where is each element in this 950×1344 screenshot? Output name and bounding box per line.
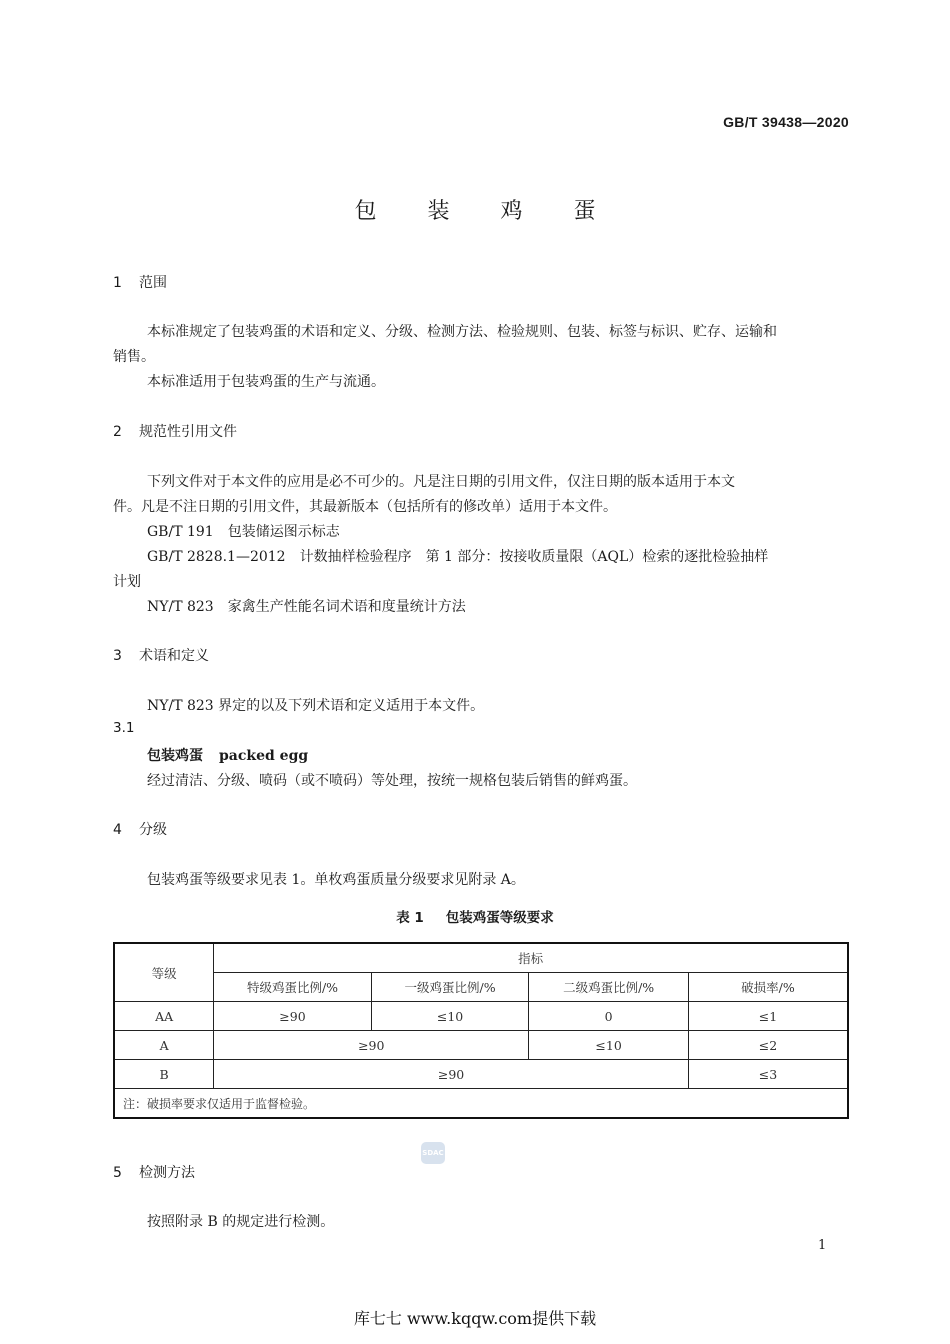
term-definition: 经过清洁、分级、喷码（或不喷码）等处理，按统一规格包装后销售的鲜鸡蛋。: [147, 773, 637, 789]
cell-value: ≥90: [214, 1031, 529, 1060]
table-number: 表 1: [396, 910, 424, 926]
standard-number: GB/T 39438—2020: [723, 114, 849, 130]
reference-item: [147, 596, 466, 616]
paragraph: 下列文件对于本文件的应用是必不可少的。凡是注日期的引用文件，仅注日期的版本适用于本文: [147, 474, 735, 490]
cell-value: 0: [529, 1002, 689, 1031]
paragraph-continuation: 销售。: [113, 349, 155, 365]
reference-continuation: 计划: [113, 574, 141, 590]
section-5-heading: [113, 1162, 195, 1182]
table-row: [114, 1060, 848, 1089]
grade-requirements-table: [113, 942, 849, 1119]
paragraph: 包装鸡蛋等级要求见表 1。单枚鸡蛋质量分级要求见附录 A。: [147, 872, 525, 888]
cell-value: ≤1: [688, 1002, 848, 1031]
header-index: 指标: [214, 943, 848, 973]
section-title: 术语和定义: [139, 648, 209, 664]
section-3-heading: [113, 645, 209, 665]
page-number: 1: [818, 1238, 827, 1253]
table-caption: [0, 906, 950, 926]
reference-item: [147, 546, 768, 566]
section-number: 2: [113, 424, 122, 440]
section-1-heading: [113, 272, 167, 292]
cell-value: ≤3: [688, 1060, 848, 1089]
section-title: 范围: [139, 275, 167, 291]
paragraph: NY/T 823 界定的以及下列术语和定义适用于本文件。: [147, 698, 485, 714]
section-title: 检测方法: [139, 1165, 195, 1181]
section-title: 分级: [139, 822, 167, 838]
term-heading: [147, 745, 308, 765]
term-chinese: 包装鸡蛋: [147, 748, 203, 764]
paragraph: 本标准规定了包装鸡蛋的术语和定义、分级、检测方法、检验规则、包装、标签与标识、贮存、运输和: [147, 324, 777, 340]
cell-value: ≥90: [214, 1002, 372, 1031]
reference-code: GB/T 2828.1—2012: [147, 549, 286, 565]
section-title: 规范性引用文件: [139, 424, 237, 440]
watermark-logo: SDAC: [421, 1142, 445, 1164]
cell-value: ≤10: [371, 1002, 529, 1031]
cell-grade: B: [114, 1060, 214, 1089]
section-number: 5: [113, 1165, 122, 1181]
table-row: [114, 1031, 848, 1060]
term-number: 3.1: [113, 720, 135, 736]
header-breakage-rate: 破损率/%: [688, 973, 848, 1002]
section-4-heading: [113, 819, 167, 839]
paragraph: 本标准适用于包装鸡蛋的生产与流通。: [147, 374, 385, 390]
cell-value: ≥90: [214, 1060, 689, 1089]
reference-title: 计数抽样检验程序 第 1 部分：按接收质量限（AQL）检索的逐批检验抽样: [299, 549, 769, 565]
document-title: 包 装 鸡 蛋: [354, 199, 618, 224]
cell-value: ≤2: [688, 1031, 848, 1060]
table-note: 注：破损率要求仅适用于监督检验。: [114, 1089, 848, 1119]
download-footer: 库七七 www.kqqw.com提供下载: [353, 1309, 597, 1328]
cell-grade: AA: [114, 1002, 214, 1031]
paragraph: 按照附录 B 的规定进行检测。: [147, 1214, 335, 1230]
term-english: packed egg: [219, 748, 309, 764]
section-2-heading: [113, 421, 237, 441]
reference-title: 包装储运图示标志: [227, 524, 340, 540]
paragraph-continuation: 件。凡是不注日期的引用文件，其最新版本（包括所有的修改单）适用于本文件。: [113, 499, 617, 515]
reference-item: [147, 521, 340, 541]
header-premium-ratio: 特级鸡蛋比例/%: [214, 973, 372, 1002]
section-number: 3: [113, 648, 122, 664]
reference-title: 家禽生产性能名词术语和度量统计方法: [227, 599, 466, 615]
section-number: 1: [113, 275, 122, 291]
header-first-ratio: 一级鸡蛋比例/%: [371, 973, 529, 1002]
reference-code: NY/T 823: [147, 599, 214, 615]
table-title: 包装鸡蛋等级要求: [445, 910, 554, 926]
header-second-ratio: 二级鸡蛋比例/%: [529, 973, 689, 1002]
header-grade: 等级: [114, 943, 214, 1002]
table-row: [114, 1002, 848, 1031]
section-number: 4: [113, 822, 122, 838]
cell-grade: A: [114, 1031, 214, 1060]
reference-code: GB/T 191: [147, 524, 214, 540]
cell-value: ≤10: [529, 1031, 689, 1060]
